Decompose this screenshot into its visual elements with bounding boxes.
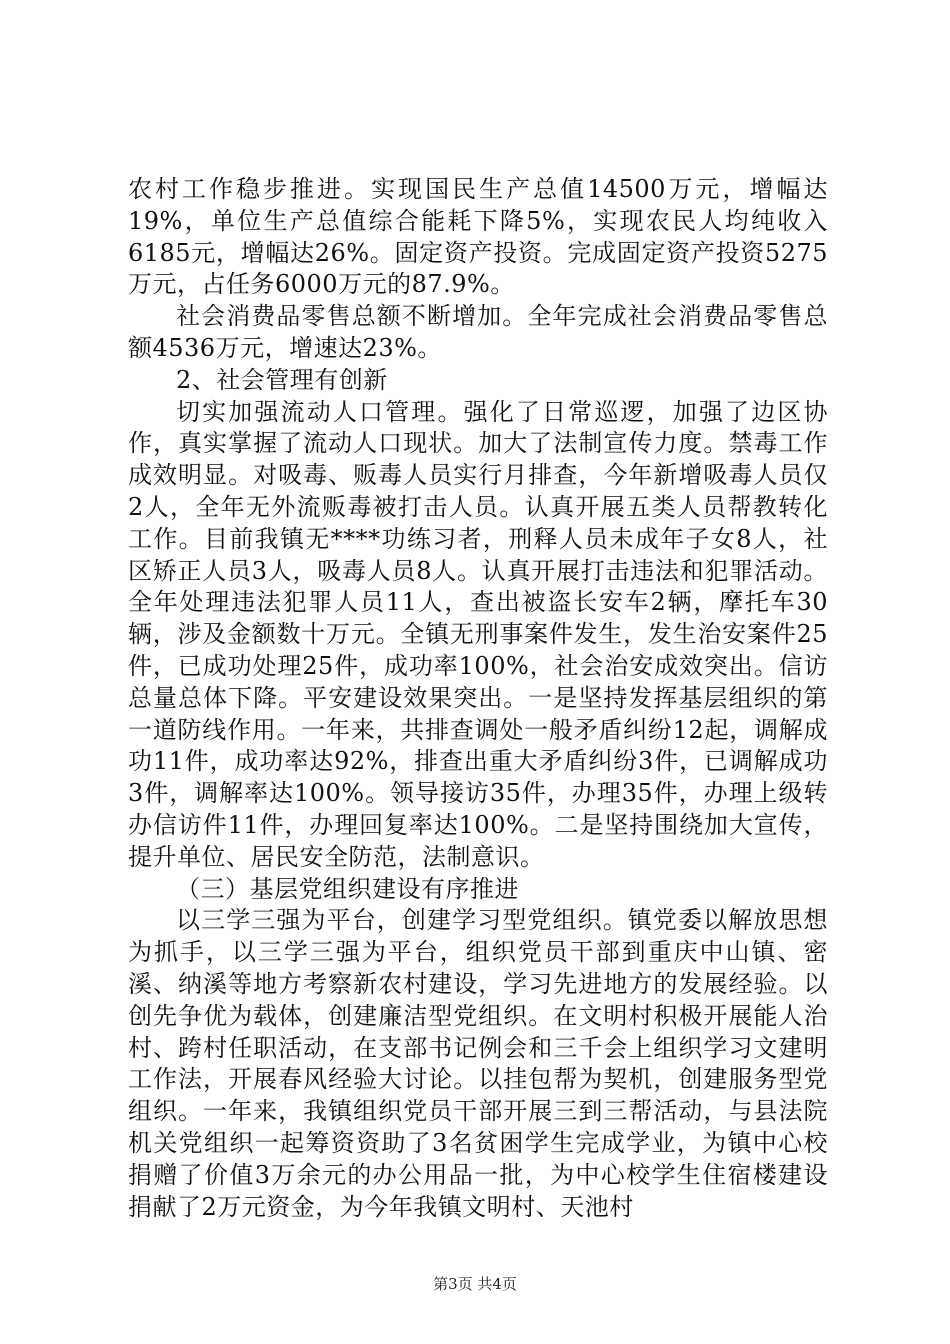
section-heading-party-building: （三）基层党组织建设有序推进 <box>176 874 519 903</box>
paragraph-party-building: 以三学三强为平台，创建学习型党组织。镇党委以解放思想为抓手，以三学三强为平台，组织党员干部到重庆中山镇、密溪、纳溪等地方考察新农村建设，学习先进地方的发展经验。以创先争优为载体，创建廉洁型党组织。在文明村积极开展能人治村、跨村任职活动，在支部书记例会和三千会上组织学习文建明工作法，开展春风经验大讨论。以挂包帮为契机，创建服务型党组织。一年来，我镇组织党员干部开展三到三帮活动，与县法院机关党组织一起筹资资助了3名贫困学生完成学业，为镇中心校捐赠了价值3万余元的办公用品一批，为中心校学生住宿楼建设捐献了2万元资金，为今年我镇文明村、天池村 <box>128 906 828 1221</box>
paragraph-economy: 农村工作稳步推进。实现国民生产总值14500万元，增幅达19%，单位生产总值综合能耗下降5%，实现农民人均纯收入6185元，增幅达26%。固定资产投资。完成固定资产投资5275万元，占任务6000万元的87.9%。 <box>128 175 828 299</box>
paragraph-social-management: 切实加强流动人口管理。强化了日常巡逻，加强了边区协作，真实掌握了流动人口现状。加大了法制宣传力度。禁毒工作成效明显。对吸毒、贩毒人员实行月排查，今年新增吸毒人员仅2人，全年无外流贩毒被打击人员。认真开展五类人员帮教转化工作。目前我镇无****功练习者，刑释人员未成年子女8人，社区矫正人员3人，吸毒人员8人。认真开展打击违法和犯罪活动。全年处理违法犯罪人员11人，查出被盗长安车2辆，摩托车30辆，涉及金额数十万元。全镇无刑事案件发生，发生治安案件25件，已成功处理25件，成功率100%，社会治安成效突出。信访总量总体下降。平安建设效果突出。一是坚持发挥基层组织的第一道防线作用。一年来，共排查调处一般矛盾纠纷12起，调解成功11件，成功率达92%，排查出重大矛盾纠纷3件，已调解成功3件，调解率达100%。领导接访35件，办理35件，办理上级转办信访件11件，办理回复率达100%。二是坚持围绕加大宣传，提升单位、居民安全防范，法制意识。 <box>128 397 828 871</box>
section-heading-social-management: 2、社会管理有创新 <box>176 365 388 394</box>
document-body <box>128 174 828 1223</box>
paragraph-consumer-sales: 社会消费品零售总额不断增加。全年完成社会消费品零售总额4536万元，增速达23%。 <box>128 302 828 362</box>
page-footer: 第3页 共4页 <box>433 1275 517 1293</box>
